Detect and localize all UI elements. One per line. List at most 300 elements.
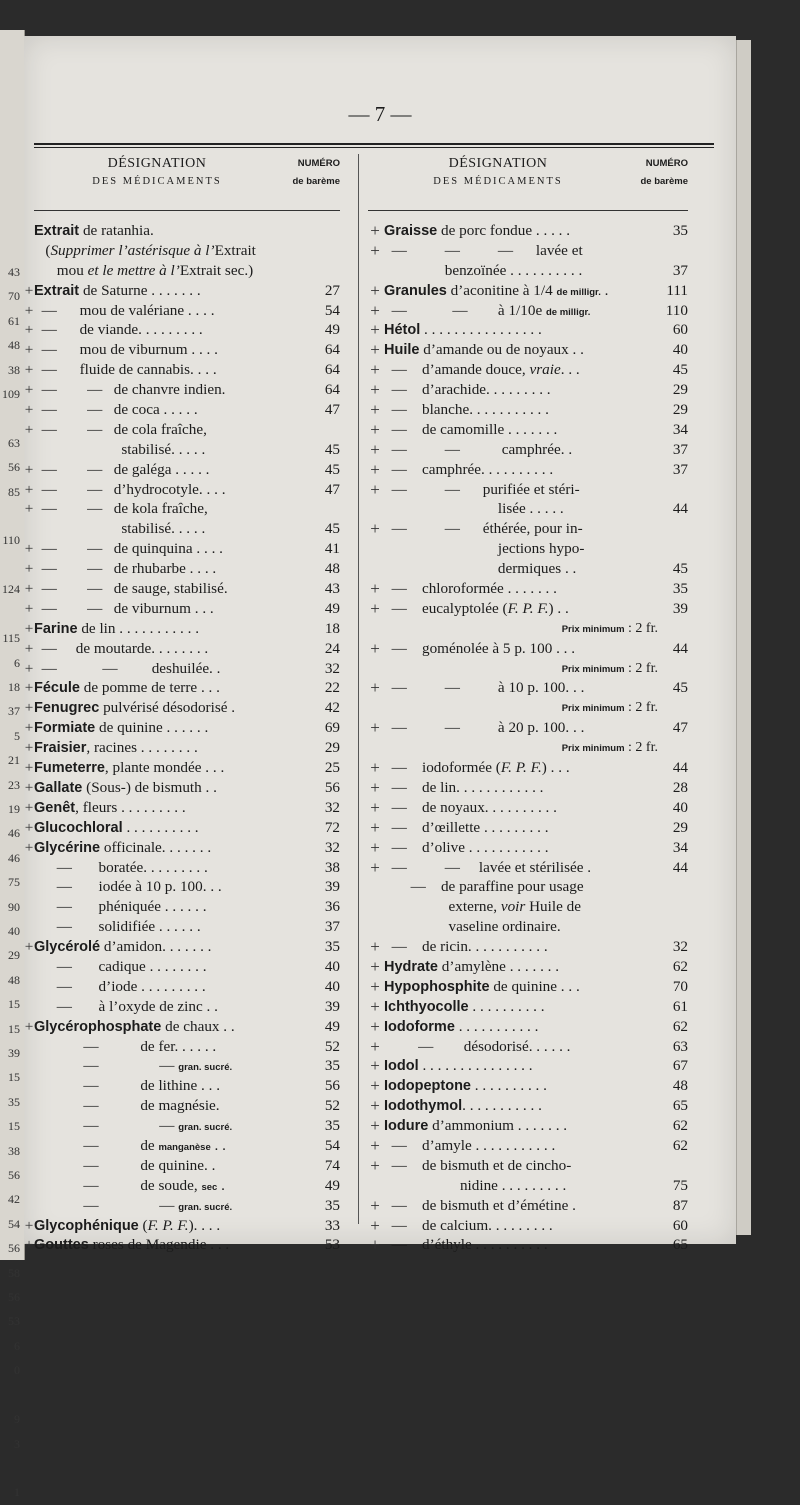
note-text: Prix minimum (561, 703, 625, 715)
entry-fragment: — — de sauge, stabilisé. (34, 580, 228, 598)
bareme-number: 111 (666, 281, 688, 299)
entry-fragment: — iodée à 10 p. 100. . . (34, 878, 222, 896)
marker-symbol: + (24, 719, 34, 737)
edge-number (0, 553, 20, 577)
entry-fragment: — d’amande douce, (384, 361, 530, 379)
list-item (368, 639, 688, 659)
entry-fragment: gran. sucré. (178, 1122, 233, 1134)
edge-number: 15 (8, 997, 20, 1012)
marker-symbol: + (370, 956, 380, 976)
edge-number: 19 (8, 801, 20, 816)
entry-fragment: — — camphrée. . (384, 440, 573, 458)
list-item (368, 539, 688, 559)
entry-text (384, 1017, 660, 1038)
marker-symbol: + (370, 360, 380, 380)
entry-text (384, 281, 660, 303)
bareme-number: 35 (324, 1057, 340, 1075)
marker-symbol: + (370, 340, 380, 360)
entry-keyword: Huile (384, 342, 420, 359)
page-number: — 7 — (348, 102, 412, 126)
price-note (368, 619, 688, 639)
edge-number: 40 (8, 923, 20, 938)
entry-fragment: — désodorisé. . . . . . (384, 1037, 571, 1055)
list-item (34, 1116, 340, 1136)
edge-number: 56 (8, 1168, 20, 1183)
entry-text (384, 1136, 660, 1156)
entry-text (34, 897, 312, 917)
entry-fragment: ) . . . (541, 759, 570, 777)
marker-symbol: + (370, 1076, 380, 1096)
marker-symbol: + (370, 937, 380, 957)
bareme-number: 37 (672, 261, 688, 279)
entry-fragment: — de moutarde. . . . . . . . (34, 639, 209, 657)
entry-text (34, 360, 312, 380)
edge-number: 21 (8, 753, 20, 768)
bareme-number: 40 (672, 341, 688, 359)
bareme-number: 44 (672, 858, 688, 876)
entry-text (384, 241, 660, 261)
entry-fragment: sec (201, 1181, 218, 1193)
list-item (34, 877, 340, 897)
list-item (368, 778, 688, 798)
entry-fragment: ( (138, 1216, 148, 1234)
entry-text (34, 1096, 312, 1116)
bareme-number: 87 (672, 1196, 688, 1214)
list-item (24, 420, 340, 440)
entry-fragment: ). . . . (188, 1216, 221, 1234)
marker-symbol: + (370, 579, 380, 599)
entry-text (34, 1136, 312, 1158)
entry-fragment: — de calcium. . . . . . . . . (384, 1216, 553, 1234)
marker-symbol: + (24, 679, 34, 697)
list-item (368, 499, 688, 519)
entry-text (384, 261, 660, 281)
note-text: : 2 fr. (624, 620, 658, 636)
entry-text (384, 1235, 660, 1255)
entry-fragment: stabilisé. . . . . (34, 440, 206, 458)
entry-fragment: — d’olive . . . . . . . . . . . (384, 838, 549, 856)
entry-fragment: de lin . . . . . . . . . . . (77, 619, 200, 637)
marker-symbol: + (370, 320, 380, 340)
entry-text (34, 659, 312, 679)
entry-fragment: . . . . . . . . . . . (454, 1017, 539, 1035)
list-item (34, 977, 340, 997)
entry-fragment: benzoïnée . . . . . . . . . . (384, 261, 583, 279)
entry-keyword: Gallate (34, 779, 83, 796)
entry-fragment: F. P. F. (147, 1216, 189, 1234)
edge-number: 35 (8, 1094, 20, 1109)
bareme-number: 62 (672, 1117, 688, 1135)
entry-fragment: — d’éthyle . . . . . . . . . . (384, 1236, 548, 1254)
marker-symbol: + (24, 818, 34, 836)
entry-text (34, 380, 312, 400)
list-item (368, 281, 688, 301)
entry-fragment: — d’iode . . . . . . . . . (34, 977, 206, 995)
entry-fragment: — — de chanvre indien. (34, 381, 226, 399)
entry-fragment: voir (500, 898, 526, 916)
entry-text (384, 420, 660, 440)
marker-symbol: + (370, 1056, 380, 1076)
marker-symbol: + (24, 381, 34, 399)
entry-text (34, 639, 312, 659)
entry-fragment: — boratée. . . . . . . . . (34, 858, 208, 876)
price-note (368, 659, 688, 679)
bareme-number: 34 (672, 420, 688, 438)
entry-fragment: — cadique . . . . . . . . (34, 957, 207, 975)
entry-fragment: . . . . . . . . . . (468, 997, 545, 1015)
top-rule-thin (34, 147, 714, 148)
marker-symbol: + (370, 1235, 380, 1255)
list-item (368, 1096, 688, 1116)
entry-text (34, 758, 312, 779)
marker-symbol: + (370, 758, 380, 778)
entry-text (384, 1116, 660, 1137)
edge-number: 46 (8, 826, 20, 841)
marker-symbol: + (24, 639, 34, 657)
entry-text (384, 499, 660, 519)
list-item (34, 519, 340, 539)
bareme-number: 44 (672, 500, 688, 518)
entry-fragment: — de lin. . . . . . . . . . . . (384, 778, 544, 796)
entry-keyword: Hypophosphite (384, 978, 490, 995)
entry-keyword: Granules (384, 282, 447, 299)
entry-text (34, 858, 312, 878)
bareme-number: 29 (672, 381, 688, 399)
bareme-number: 29 (672, 818, 688, 836)
entry-keyword: Fumeterre (34, 760, 105, 777)
entry-text (34, 281, 312, 302)
price-note (368, 698, 688, 718)
note-text: Prix minimum (561, 743, 625, 755)
entry-fragment: dermiques . . (384, 560, 577, 578)
entry-text (34, 480, 312, 500)
entry-fragment: — de quinine. . (34, 1156, 216, 1174)
marker-symbol: + (370, 857, 380, 877)
bareme-number: 37 (672, 440, 688, 458)
list-item (34, 1196, 340, 1216)
entry-fragment: de milligr. (556, 286, 601, 298)
marker-symbol: + (370, 280, 380, 300)
bareme-number: 18 (324, 619, 340, 637)
bareme-number: 36 (324, 898, 340, 916)
list-item (368, 380, 688, 400)
entry-text (384, 957, 660, 978)
list-item (368, 1017, 688, 1037)
edge-number: 63 (8, 435, 20, 450)
list-item (34, 917, 340, 937)
entry-fragment: nidine . . . . . . . . . (384, 1176, 567, 1194)
entry-text (384, 1056, 660, 1077)
entry-text (34, 420, 312, 440)
list-item (34, 1156, 340, 1176)
entry-text (384, 937, 660, 957)
marker-symbol: + (370, 1096, 380, 1116)
list-item (368, 301, 688, 321)
column-header (34, 154, 340, 206)
edge-number: 37 (8, 704, 20, 719)
list-item (368, 1037, 688, 1057)
entry-text (384, 718, 660, 738)
list-item (24, 659, 340, 679)
entry-fragment: Extrait sec.) (179, 261, 254, 279)
entry-keyword: Glycophénique (34, 1217, 139, 1234)
entry-keyword: Graisse (384, 223, 438, 239)
entry-fragment: — d’amyle . . . . . . . . . . . (384, 1136, 556, 1154)
bareme-number: 62 (672, 1136, 688, 1154)
entry-fragment: — chloroformée . . . . . . . (384, 580, 557, 598)
list-item (368, 460, 688, 480)
list-item (368, 480, 688, 500)
marker-symbol: + (24, 321, 34, 339)
list-item (24, 320, 340, 340)
list-item (34, 241, 340, 261)
list-item (368, 221, 688, 241)
bareme-number: 45 (324, 460, 340, 478)
numero-heading: NUMÉRO (297, 158, 340, 169)
marker-symbol: + (370, 439, 380, 459)
numero-heading: NUMÉRO (645, 158, 688, 169)
entry-text (384, 877, 660, 897)
entry-fragment: Extrait (214, 241, 256, 259)
entry-text (34, 1176, 312, 1198)
entry-fragment: — — lavée et stérilisée . (384, 858, 592, 876)
entry-text (384, 380, 660, 400)
bareme-number: 61 (672, 997, 688, 1015)
list-item (368, 1196, 688, 1216)
edge-number: 61 (8, 313, 20, 328)
entry-fragment: de pomme de terre . . . (79, 679, 220, 697)
list-item (368, 977, 688, 997)
marker-symbol: + (24, 460, 34, 478)
entry-text (384, 539, 660, 559)
bareme-number: 40 (672, 798, 688, 816)
entry-text (34, 738, 312, 759)
bareme-number: 48 (672, 1077, 688, 1095)
entry-fragment: — de viande. . . . . . . . . (34, 321, 203, 339)
bareme-number: 37 (672, 460, 688, 478)
bareme-number: 33 (324, 1216, 340, 1234)
entry-fragment: d’aconitine à 1/4 (446, 281, 557, 299)
edge-number: 115 (2, 631, 20, 646)
list-item (368, 838, 688, 858)
marker-symbol: + (370, 1135, 380, 1155)
price-note (368, 738, 688, 758)
entry-text (34, 619, 312, 640)
bareme-number: 32 (324, 798, 340, 816)
entry-text (384, 440, 660, 460)
entry-text (384, 559, 660, 579)
entry-text (34, 778, 312, 799)
bareme-number: 43 (324, 580, 340, 598)
marker-symbol: + (370, 419, 380, 439)
entry-text (384, 1216, 660, 1236)
bareme-number: 42 (324, 699, 340, 717)
edge-number: 46 (8, 850, 20, 865)
list-item (24, 499, 340, 519)
marker-symbol: + (370, 221, 380, 240)
entry-text (384, 838, 660, 858)
entry-fragment: . . (210, 1136, 226, 1154)
bareme-number: 24 (324, 639, 340, 657)
entry-text (34, 997, 312, 1017)
entry-text (384, 997, 660, 1018)
entry-fragment: vraie (529, 361, 561, 379)
entry-fragment: de ratanhia. (79, 222, 154, 239)
bareme-number: 56 (324, 778, 340, 796)
entry-fragment: vaseline ordinaire. (384, 918, 561, 936)
bareme-number: 35 (324, 1117, 340, 1135)
list-item (34, 1136, 340, 1156)
edge-number: 58 (8, 1265, 20, 1280)
list-item (24, 301, 340, 321)
list-item (368, 420, 688, 440)
marker-symbol: + (24, 281, 34, 299)
entry-fragment: — — à 20 p. 100. . . (384, 719, 585, 737)
entry-fragment: . . . . . . . . . . . . . . . (418, 1057, 533, 1075)
list-item (368, 519, 688, 539)
entry-fragment: — mou de valériane . . . . (34, 301, 215, 319)
entry-text (384, 480, 660, 500)
list-item (368, 599, 688, 619)
entry-keyword: Farine (34, 620, 78, 637)
bareme-number: 45 (672, 560, 688, 578)
entry-text (384, 360, 660, 380)
list-item (34, 1076, 340, 1096)
bareme-number: 38 (324, 858, 340, 876)
edge-number: 6 (14, 655, 20, 670)
entry-text (34, 1196, 312, 1218)
bareme-number: 32 (324, 838, 340, 856)
entry-fragment: ) . . (548, 599, 569, 617)
entry-text (384, 678, 660, 698)
entry-text (384, 301, 660, 323)
edge-number: 90 (8, 899, 20, 914)
bareme-number: 35 (324, 938, 340, 956)
list-item (34, 221, 340, 241)
bareme-number: 47 (672, 719, 688, 737)
entry-fragment: jections hypo- (384, 540, 585, 558)
entry-fragment: externe, (384, 898, 501, 916)
entry-text (34, 1116, 312, 1138)
list-item (24, 678, 340, 698)
edge-number: 124 (2, 582, 20, 597)
entry-fragment: — de bismuth et de cincho- (384, 1156, 572, 1174)
edge-number: 38 (8, 1143, 20, 1158)
marker-symbol: + (24, 619, 34, 637)
entry-fragment: — goménolée à 5 p. 100 . . . (384, 639, 576, 657)
list-item (24, 559, 340, 579)
entry-text (34, 1056, 312, 1078)
entry-keyword: Iodothymol (384, 1098, 463, 1115)
entry-fragment: roses de Magendie . . . (88, 1236, 230, 1254)
entry-fragment: — — de coca . . . . . (34, 401, 198, 419)
marker-symbol: + (24, 560, 34, 578)
designation-subheading: DES MÉDICAMENTS (433, 176, 563, 187)
entry-text (34, 579, 312, 599)
marker-symbol: + (370, 797, 380, 817)
entry-text (34, 1017, 312, 1038)
entry-fragment: — d’œillette . . . . . . . . . (384, 818, 549, 836)
bareme-number: 39 (324, 997, 340, 1015)
entry-fragment: ( (34, 241, 51, 259)
entry-text (34, 440, 312, 460)
entry-fragment: gran. sucré. (178, 1062, 233, 1074)
edge-number: 75 (8, 875, 20, 890)
bareme-number: 64 (324, 341, 340, 359)
entry-fragment: — camphrée. . . . . . . . . . (384, 460, 554, 478)
entry-fragment: et le mettre à l’ (87, 261, 180, 279)
bareme-number: 52 (324, 1037, 340, 1055)
entry-text (34, 917, 312, 937)
entry-text (384, 1037, 660, 1057)
list-item (368, 261, 688, 281)
entry-keyword: Fenugrec (34, 700, 100, 717)
entry-text (34, 519, 312, 539)
list-item (368, 917, 688, 937)
marker-symbol: + (370, 718, 380, 738)
edge-number: 29 (8, 948, 20, 963)
edge-number: 23 (8, 777, 20, 792)
entry-text (384, 221, 660, 242)
list-item (368, 858, 688, 878)
bareme-number: 67 (672, 1057, 688, 1075)
list-item (24, 1216, 340, 1236)
list-item (24, 360, 340, 380)
marker-symbol: + (370, 1116, 380, 1136)
bareme-number: 35 (672, 222, 688, 239)
page-fold (736, 40, 751, 1235)
entry-text (34, 1076, 312, 1096)
bareme-number: 47 (324, 401, 340, 419)
entry-keyword: Iodoforme (384, 1018, 455, 1035)
list-item (368, 579, 688, 599)
bareme-number: 56 (324, 1077, 340, 1095)
list-item (24, 1235, 340, 1255)
marker-symbol: + (24, 759, 34, 777)
bareme-number: 64 (324, 381, 340, 399)
bareme-number: 47 (324, 480, 340, 498)
edge-number: 38 (8, 362, 20, 377)
entry-fragment: — de paraffine pour usage (384, 878, 584, 896)
entry-fragment: officinale. . . . . . . (100, 838, 212, 856)
entry-fragment: de quinine . . . (489, 977, 580, 995)
bareme-number: 28 (672, 778, 688, 796)
entry-text (34, 877, 312, 897)
entry-text (384, 798, 660, 818)
marker-symbol: + (370, 240, 380, 260)
edge-number: 1 (14, 1485, 20, 1500)
list-item (34, 957, 340, 977)
bareme-number: 110 (665, 301, 688, 319)
note-text: : 2 fr. (624, 700, 658, 716)
entry-text (34, 818, 312, 839)
list-item (368, 1116, 688, 1136)
marker-symbol: + (24, 420, 34, 438)
list-item (24, 738, 340, 758)
list-item (368, 241, 688, 261)
designation-heading: DÉSIGNATION (448, 156, 548, 171)
entry-keyword: Hétol (384, 322, 421, 339)
note-text: : 2 fr. (624, 740, 658, 756)
header-rule (34, 210, 340, 211)
marker-symbol: + (24, 778, 34, 796)
entry-fragment: de porc fondue . . . . . (437, 222, 571, 239)
marker-symbol: + (24, 938, 34, 956)
list-item (368, 1156, 688, 1176)
marker-symbol: + (370, 380, 380, 400)
entry-fragment: — de magnésie. (34, 1097, 220, 1115)
list-item (34, 1096, 340, 1116)
